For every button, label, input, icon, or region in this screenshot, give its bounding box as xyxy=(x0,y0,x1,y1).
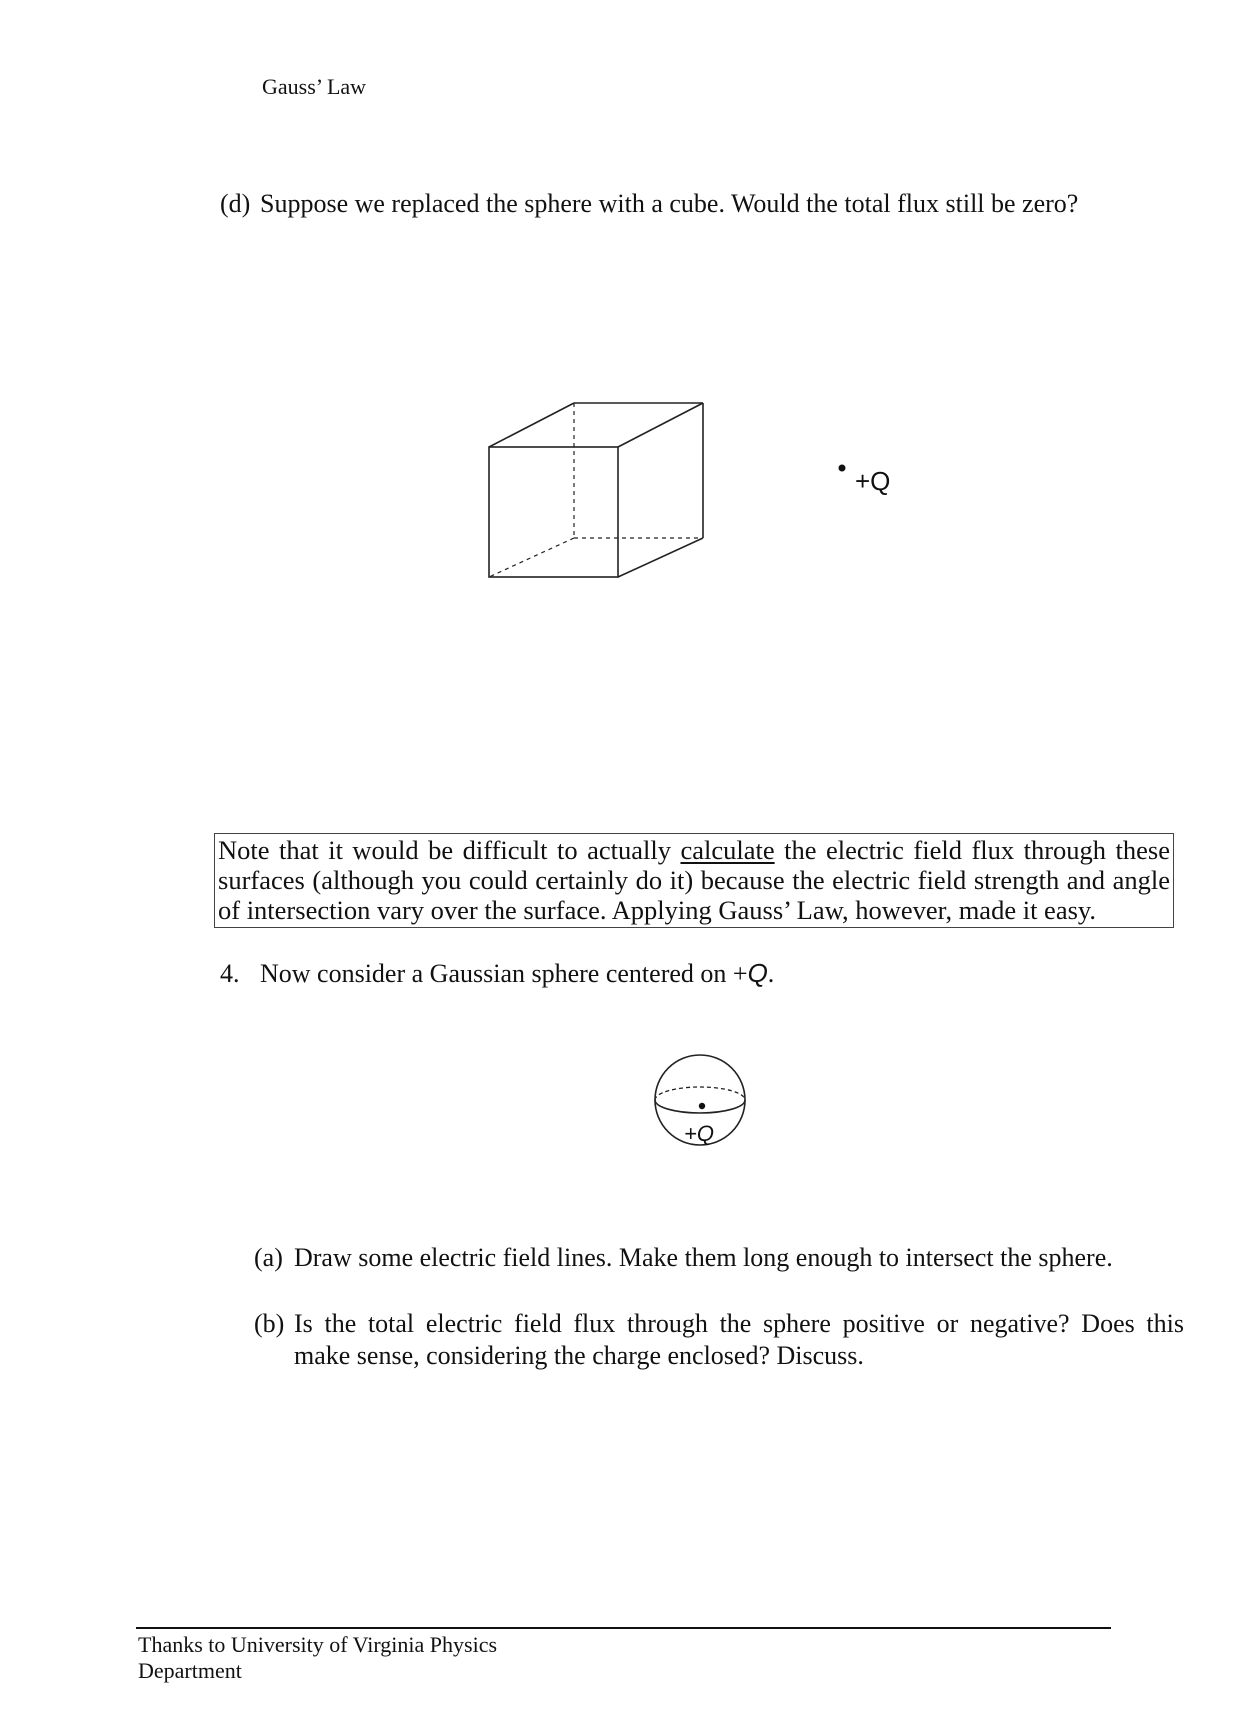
cube-hidden-edges xyxy=(489,403,703,577)
part-b xyxy=(254,1308,1184,1372)
question-d-label: (d) xyxy=(220,189,251,218)
part-b-line-2: make sense, considering the charge enclosed? Discuss. xyxy=(294,1341,864,1370)
cube-visible-edges xyxy=(489,403,703,577)
footer-line-1: Thanks to University of Virginia Physics xyxy=(138,1632,498,1657)
charge-dot xyxy=(839,465,846,472)
question-4-text: Now consider a Gaussian sphere centered on + xyxy=(260,959,748,988)
footer xyxy=(138,1632,497,1684)
question-4-end: . xyxy=(767,959,775,988)
footer-line-2: Department xyxy=(138,1658,242,1683)
note-underlined-word: calculate xyxy=(680,835,775,865)
part-a xyxy=(254,1242,1184,1274)
sphere-charge-label: +Q xyxy=(684,1121,714,1146)
part-b-line-1: Is the total electric field flux through the sphere positive or negative? Does this xyxy=(294,1309,1184,1338)
question-4-symbol: Q xyxy=(747,958,768,988)
page-header: Gauss’ Law xyxy=(262,74,367,99)
question-4-label: 4. xyxy=(220,959,240,988)
question-4 xyxy=(220,957,774,990)
sphere-charge-dot xyxy=(699,1103,705,1109)
sphere-equator-back xyxy=(655,1087,745,1100)
note-text-before: Note that it would be difficult to actually xyxy=(218,835,681,865)
note-box xyxy=(214,833,1174,928)
part-b-label: (b) xyxy=(254,1309,285,1338)
part-a-label: (a) xyxy=(254,1243,283,1272)
note-text-after: the electric field flux through these surfaces (although you could certainly do it) because the electric field strength and angle of intersection vary over the surface. Applying Gauss’ Law, however, made it easy. xyxy=(218,835,1170,925)
gaussian-sphere-figure xyxy=(640,1040,760,1160)
question-d-text: Suppose we replaced the sphere with a cube. Would the total flux still be zero? xyxy=(260,189,1079,218)
footer-divider xyxy=(136,1627,1111,1629)
part-a-text: Draw some electric field lines. Make them long enough to intersect the sphere. xyxy=(294,1243,1113,1272)
cube-charge-label: +Q xyxy=(855,466,891,496)
